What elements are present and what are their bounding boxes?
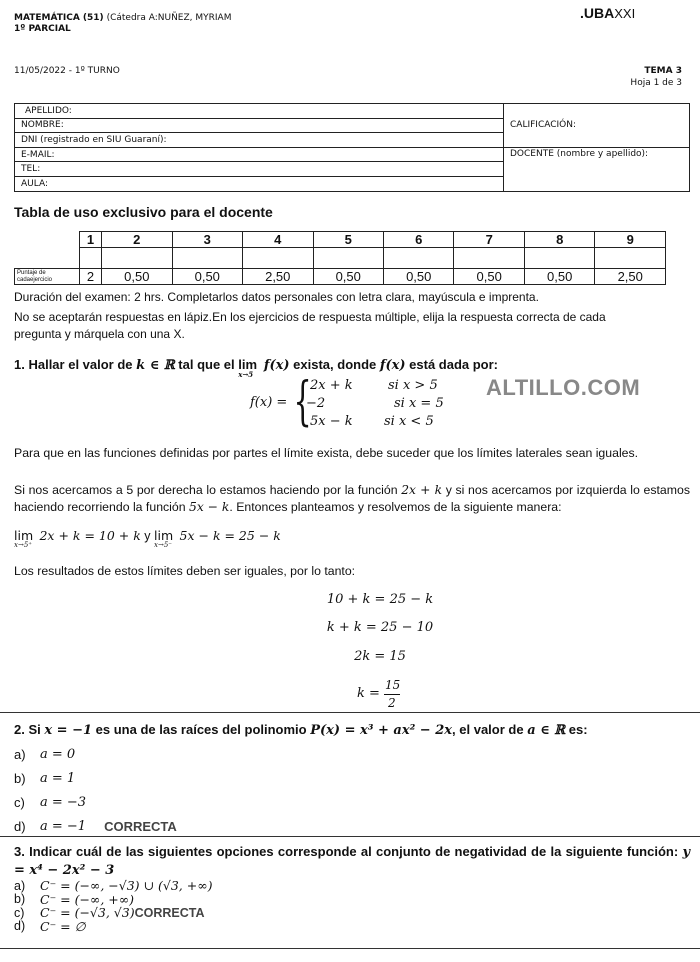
score-cell: 0,50 [383,269,453,285]
option-value: C⁻ = ∅ [40,918,86,934]
lim-word: lim [14,528,34,543]
divider [0,836,700,837]
grade-col-header: 8 [524,232,594,248]
q2-number: 2. [14,722,25,737]
docente-field[interactable]: DOCENTE (nombre y apellido): [504,147,690,191]
correct-tag: CORRECTA [134,905,205,920]
q3-math: y = x⁴ − 2x² − 3 [14,845,690,878]
altillo-watermark: ALTILLO.COM [486,375,641,400]
divider [0,712,700,713]
option-value: C⁻ = (−√3, √3) [40,905,135,921]
q2-option-d[interactable] [14,814,414,838]
q1-result-intro: Los resultados de estos límites deben ser iguales, por lo tanto: [14,564,356,578]
option-value: C⁻ = (−∞, +∞) [40,891,135,907]
grade-cell[interactable] [524,248,594,269]
apellido-field[interactable]: APELLIDO: [15,104,504,119]
grade-cell[interactable] [243,248,313,269]
nombre-field[interactable]: NOMBRE: [15,118,504,133]
grading-corner [15,232,80,248]
option-letter: c) [14,905,25,920]
q1-text: Hallar el valor de [28,357,133,372]
tema: TEMA 3 [644,66,682,76]
q1-statement [14,357,499,379]
expl-text: . Entonces planteamos y resolvemos de la siguiente manera: [229,500,562,514]
expl-math: 5x − k [189,500,230,514]
course-name: MATEMÁTICA (51) [14,13,104,23]
grade-col-header: 2 [102,232,172,248]
score-row-label: Puntaje de cadaejercicio [15,269,80,285]
logo-uba: .UBA [580,5,615,21]
option-letter: b) [14,770,26,786]
grade-cell[interactable] [454,248,524,269]
equation-1: 10 + k = 25 − k [326,592,434,607]
q3-option-c[interactable] [14,906,514,920]
eq4-lhs: k = [357,686,380,701]
student-info-table [14,103,690,192]
q1-math: f(x) [263,358,290,373]
fraction-bar [384,694,400,695]
option-letter: d) [14,818,26,834]
score-cell: 0,50 [313,269,383,285]
q1-text: está dada por: [409,357,499,372]
score-cell: 0,50 [524,269,594,285]
aula-field[interactable]: AULA: [15,176,504,191]
q2-text: , el valor de [452,722,524,737]
option-value: a = −3 [40,794,87,810]
option-letter: a) [14,878,26,893]
grade-cell[interactable] [80,248,102,269]
q3-number: 3. [14,844,25,859]
option-letter: b) [14,892,26,907]
grading-table [14,231,666,285]
divider [0,948,700,949]
score-cell: 0,50 [454,269,524,285]
q3-statement [14,843,690,879]
q2-option-a[interactable] [14,742,414,766]
lim-sub: x→5⁺ [14,541,32,549]
page-number: Hoja 1 de 3 [630,78,682,88]
q1-text: tal que el [178,357,235,372]
q1-explanation-1: Para que en las funciones definidas por partes el límite exista, debe suceder que los límites laterales sean iguales. [14,446,639,460]
q3-option-b[interactable] [14,893,514,907]
score-cell: 0,50 [172,269,242,285]
piece-cond: si x < 5 [384,414,434,429]
left-brace: { [293,372,312,432]
lim-sub: x→5⁻ [154,541,172,549]
q2-option-c[interactable] [14,790,414,814]
piece-expr: 2x + k [310,378,353,393]
q2-text: Si [28,722,41,737]
grade-col-header: 1 [80,232,102,248]
piece-expr: −2 [306,396,326,411]
q2-text: es: [568,722,588,737]
catedra: (Cátedra A:NUÑEZ, MYRIAM [106,13,232,23]
equation-3: 2k = 15 [354,649,406,664]
instructions-duration: Duración del examen: 2 hrs. Completarlos datos personales con letra clara, mayúscula e imprenta. [14,290,539,304]
lim-word: lim [238,357,258,372]
calificacion-field[interactable]: CALIFICACIÓN: [504,104,690,148]
dni-field[interactable]: DNI (registrado en SIU Guaraní): [15,133,504,148]
grade-col-header: 3 [172,232,242,248]
option-letter: d) [14,919,26,934]
correct-tag: CORRECTA [104,818,177,834]
expl-text: y si nos acercamos por izquierda lo estamos haciendo recorriendo la función [14,483,690,514]
score-cell: 2 [80,269,102,285]
q2-statement [14,722,588,738]
q2-math: x = −1 [44,723,93,738]
score-cell: 0,50 [102,269,172,285]
exam-date: 11/05/2022 - 1º TURNO [14,66,120,76]
grade-col-header: 6 [383,232,453,248]
grading-title: Tabla de uso exclusivo para el docente [14,204,273,220]
grade-cell[interactable] [313,248,383,269]
q2-text: es una de las raíces del polinomio [95,722,307,737]
grade-cell[interactable] [595,248,666,269]
piece-lhs: f(x) = [250,395,288,410]
q3-option-a[interactable] [14,879,514,893]
piece-expr: 5x − k [310,414,353,429]
email-field[interactable]: E-MAIL: [15,147,504,162]
equation-2: k + k = 25 − 10 [326,620,434,635]
q2-option-b[interactable] [14,766,414,790]
instructions-rules: No se aceptarán respuestas en lápiz.En los ejercicios de respuesta múltiple, elija la respuesta correcta de cada pregunta y márquela con una X. [14,310,606,341]
grade-col-header: 4 [243,232,313,248]
q3-text: Indicar cuál de las siguientes opciones corresponde al conjunto de negatividad de la siguiente función: [29,844,679,859]
q1-limits [14,528,281,549]
q3-options [14,879,514,933]
option-value: a = −1 [40,818,87,834]
q2-math: P(x) = x³ + ax² − 2x [310,723,453,738]
lim-right [14,528,36,549]
eq4-num: 15 [385,678,401,692]
q2-options [14,742,414,838]
expl-text: Si nos acercamos a 5 por derecha lo estamos haciendo por la función [14,483,398,497]
piece-cond: si x > 5 [388,378,438,393]
grade-col-header: 5 [313,232,383,248]
logo-xxi: XXI [614,6,636,21]
q1-explanation-2 [14,482,690,516]
q3-option-d[interactable] [14,920,514,934]
q1-text: exista, donde [293,357,377,372]
q2-math: a ∈ ℝ [527,723,566,738]
grade-cell[interactable] [102,248,172,269]
blank-label [15,248,80,269]
exam-name: 1º PARCIAL [14,24,71,34]
lim-word: lim [154,528,174,543]
lim-sub: x→5 [238,370,254,379]
q1-lim [238,357,260,379]
lim-expr: 5x − k = 25 − k [179,528,281,543]
grade-cell[interactable] [383,248,453,269]
q1-math: k ∈ ℝ [136,358,175,373]
option-value: a = 1 [40,770,76,786]
uba-xxi-logo [580,5,635,21]
score-cell: 2,50 [243,269,313,285]
conjunction: y [144,529,151,543]
option-letter: a) [14,746,26,762]
eq4-den: 2 [388,696,396,710]
q1-number: 1. [14,357,25,372]
lim-expr: 2x + k = 10 + k [39,528,141,543]
piecewise-function [250,372,450,432]
q1-math: f(x) [379,358,406,373]
lim-left [154,528,176,549]
grade-col-header: 7 [454,232,524,248]
course-title [14,13,231,23]
equation-4 [357,678,417,712]
grade-cell[interactable] [172,248,242,269]
score-cell: 2,50 [595,269,666,285]
expl-math: 2x + k [401,483,443,497]
grade-col-header: 9 [595,232,666,248]
piece-cond: si x = 5 [394,396,444,411]
option-value: C⁻ = (−∞, −√3) ∪ (√3, +∞) [40,878,213,894]
tel-field[interactable]: TEL: [15,162,504,177]
option-value: a = 0 [40,746,76,762]
option-letter: c) [14,794,25,810]
